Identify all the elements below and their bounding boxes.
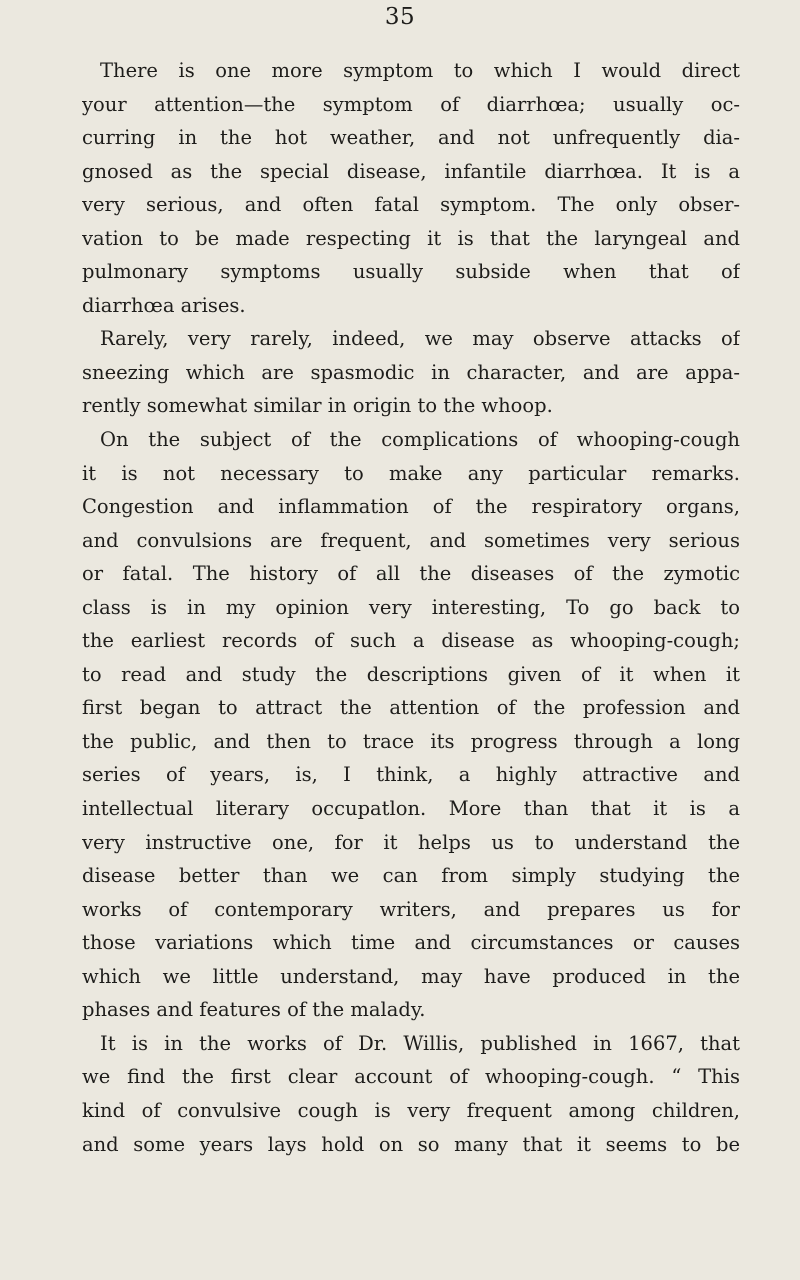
page-number: 35 <box>384 4 416 30</box>
text-line: On the subject of the complications of whooping-cough <box>100 428 740 452</box>
body-text <box>82 54 740 1161</box>
text-line: to read and study the descriptions given of it when it <box>82 662 740 686</box>
text-line: first began to attract the attention of the profession and <box>82 696 740 720</box>
text-line: series of years, is, I think, a highly attractive and <box>82 763 740 787</box>
text-line: curring in the hot weather, and not unfrequently dia- <box>82 126 740 150</box>
text-line: sneezing which are spasmodic in character, and are appa- <box>82 360 740 384</box>
text-line: which we little understand, may have produced in the <box>82 964 740 988</box>
text-line: the earliest records of such a disease as whooping-cough; <box>82 629 740 653</box>
text-line: works of contemporary writers, and prepares us for <box>82 897 740 921</box>
text-line: Rarely, very rarely, indeed, we may observe attacks of <box>100 327 740 351</box>
text-line: vation to be made respecting it is that the laryngeal and <box>82 226 740 250</box>
text-line: and convulsions are frequent, and sometimes very serious <box>82 528 740 552</box>
text-line: it is not necessary to make any particular remarks. <box>82 461 740 485</box>
text-line: phases and features of the malady. <box>82 998 426 1022</box>
text-line: the public, and then to trace its progress through a long <box>82 729 740 753</box>
text-line: pulmonary symptoms usually subside when that of <box>82 260 740 284</box>
text-line: those variations which time and circumstances or causes <box>82 931 740 955</box>
text-line: and some years lays hold on so many that it seems to be <box>82 1132 740 1156</box>
text-line: gnosed as the special disease, infantile diarrhœa. It is a <box>82 159 740 183</box>
text-line: rently somewhat similar in origin to the whoop. <box>82 394 553 418</box>
text-line: very instructive one, for it helps us to understand the <box>82 830 740 854</box>
text-line: intellectual literary occupatlon. More than that it is a <box>82 797 740 821</box>
text-line: very serious, and often fatal symptom. The only obser- <box>82 193 740 217</box>
text-line: Congestion and inflammation of the respiratory organs, <box>82 495 740 519</box>
text-line: disease better than we can from simply studying the <box>82 864 740 888</box>
text-line: we find the first clear account of whooping-cough. “ This <box>82 1065 740 1089</box>
text-line: your attention—the symptom of diarrhœa; usually oc- <box>82 92 740 116</box>
text-line: kind of convulsive cough is very frequent among children, <box>82 1098 740 1122</box>
text-line: There is one more symptom to which I would direct <box>100 59 740 82</box>
text-line: diarrhœa arises. <box>82 293 246 317</box>
text-line: class is in my opinion very interesting, To go back to <box>82 595 740 619</box>
text-line: It is in the works of Dr. Willis, published in 1667, that <box>100 1031 740 1055</box>
text-line: or fatal. The history of all the diseases of the zymotic <box>82 562 740 586</box>
